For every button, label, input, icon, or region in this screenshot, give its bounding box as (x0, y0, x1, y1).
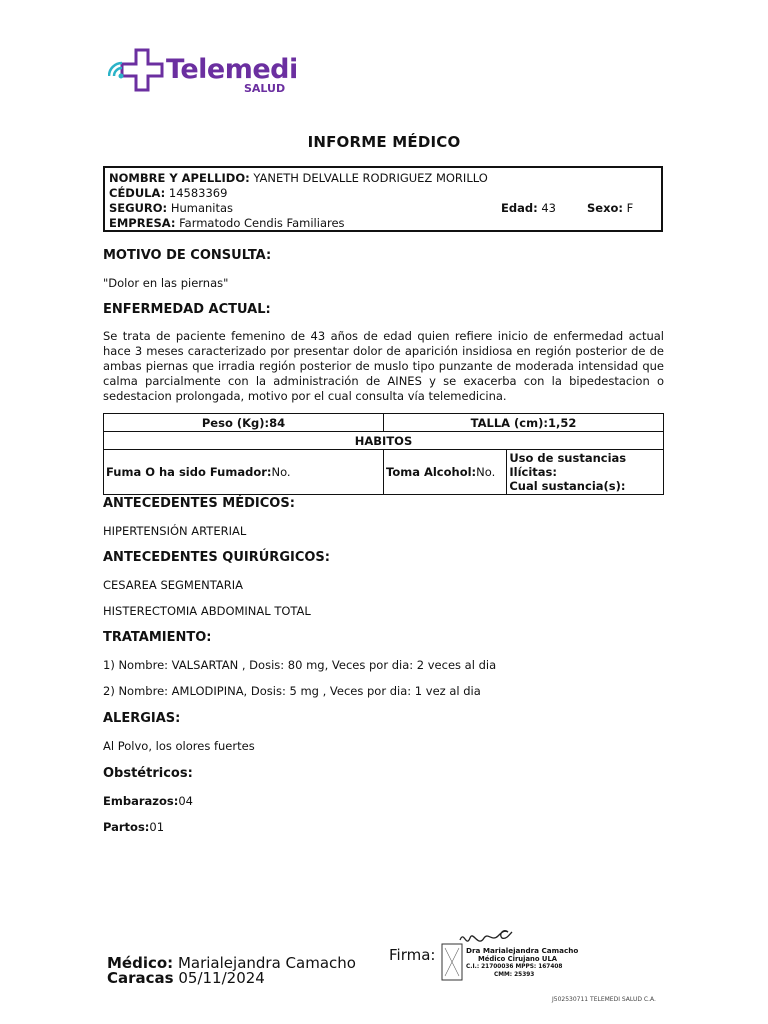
obstetricos-heading: Obstétricos: (103, 766, 193, 781)
drugs-which-label: Cual sustancia(s): (509, 479, 626, 493)
stamp-line: Médico Cirujano ULA (478, 955, 558, 963)
patient-id: 14583369 (168, 186, 228, 200)
city-date-row (107, 969, 265, 987)
alergias-heading: ALERGIAS: (103, 711, 181, 726)
patient-company: Farmatodo Cendis Familiares (179, 216, 345, 230)
patient-sex-label: Sexo: (587, 201, 623, 215)
patient-id-row (109, 186, 227, 201)
report-date: 05/11/2024 (178, 969, 265, 987)
alcohol-value: No. (476, 465, 496, 479)
smoke-label: Fuma O ha sido Fumador: (106, 465, 272, 479)
signature-stamp (440, 926, 579, 984)
stamp-line: Dra Marialejandra Camacho (466, 946, 579, 955)
patient-age-row (501, 201, 556, 216)
weight-cell: Peso (Kg):84 (104, 414, 384, 432)
embarazos-label: Embarazos: (103, 794, 179, 808)
patient-insurance-label: SEGURO: (109, 201, 168, 215)
telemedi-logo (108, 46, 298, 98)
doctor-name: Marialejandra Camacho (177, 954, 356, 972)
smoke-value: No. (271, 465, 291, 479)
partos-label: Partos: (103, 820, 150, 834)
patient-company-row (109, 216, 345, 231)
antecedente-medico-item: HIPERTENSIÓN ARTERIAL (103, 524, 247, 538)
height-cell: TALLA (cm):1,52 (384, 414, 664, 432)
patient-insurance: Humanitas (170, 201, 234, 215)
antecedentes-quirurgicos-heading: ANTECEDENTES QUIRÚRGICOS: (103, 550, 330, 565)
patient-name: YANETH DELVALLE RODRIGUEZ MORILLO (253, 171, 488, 185)
embarazos-row (103, 794, 193, 808)
patient-age: 43 (541, 201, 556, 215)
partos-row (103, 820, 164, 834)
firma-label: Firma: (389, 946, 436, 964)
company-footer: J502530711 TELEMEDI SALUD C.A. (552, 996, 656, 1003)
page-title: INFORME MÉDICO (307, 133, 461, 151)
drugs-cell (507, 450, 664, 495)
drugs-label: Uso de sustancias Ilícitas: (509, 451, 627, 479)
patient-name-row (109, 171, 488, 186)
stamp-line: CMM: 25393 (494, 972, 535, 978)
tratamiento-heading: TRATAMIENTO: (103, 630, 212, 645)
alergias-text: Al Polvo, los olores fuertes (103, 739, 255, 753)
alcohol-label: Toma Alcohol: (386, 465, 477, 479)
patient-company-label: EMPRESA: (109, 216, 176, 230)
tratamiento-item: 1) Nombre: VALSARTAN , Dosis: 80 mg, Veces por dia: 2 veces al dia (103, 658, 497, 672)
patient-sex-row (587, 201, 633, 216)
patient-sex: F (626, 201, 634, 215)
patient-info-box (103, 166, 663, 232)
habits-heading: HABITOS (104, 432, 664, 450)
embarazos-value: 04 (178, 794, 193, 808)
patient-name-label: NOMBRE Y APELLIDO: (109, 171, 250, 185)
vitals-table (103, 413, 664, 495)
patient-insurance-row (109, 201, 233, 216)
city: Caracas (107, 969, 174, 987)
antecedente-quirurgico-item: HISTERECTOMIA ABDOMINAL TOTAL (103, 604, 311, 618)
logo-wordmark: Telemedi (166, 54, 298, 85)
smoke-cell (104, 450, 384, 495)
logo-subtitle: SALUD (244, 82, 286, 95)
alcohol-cell (384, 450, 507, 495)
stamp-line: C.I.: 21700036 MPPS: 167408 (466, 964, 563, 970)
partos-value: 01 (149, 820, 165, 834)
patient-age-label: Edad: (501, 201, 538, 215)
doctor-label: Médico: (107, 954, 174, 972)
antecedente-quirurgico-item: CESAREA SEGMENTARIA (103, 578, 243, 592)
antecedentes-medicos-heading: ANTECEDENTES MÉDICOS: (103, 496, 295, 511)
patient-id-label: CÉDULA: (109, 186, 166, 200)
enfermedad-text: Se trata de paciente femenino de 43 años de edad quien refiere inicio de enfermedad actual hace 3 meses caracterizado por presentar dolor de aparición insidiosa en región posterior de de ambas piernas que irradia región posterior de muslo tipo punzante de moderada intensidad que calma parcialmente con la administración de AINES y se exacerba con la bipedestacion o sedestacion prolongada, motivo por el cual consulta vía telemedicina. (103, 329, 664, 403)
enfermedad-heading: ENFERMEDAD ACTUAL: (103, 302, 271, 317)
consulta-heading: MOTIVO DE CONSULTA: (103, 248, 272, 263)
consulta-text: "Dolor en las piernas" (103, 276, 229, 290)
tratamiento-item: 2) Nombre: AMLODIPINA, Dosis: 5 mg , Veces por dia: 1 vez al dia (103, 684, 481, 698)
